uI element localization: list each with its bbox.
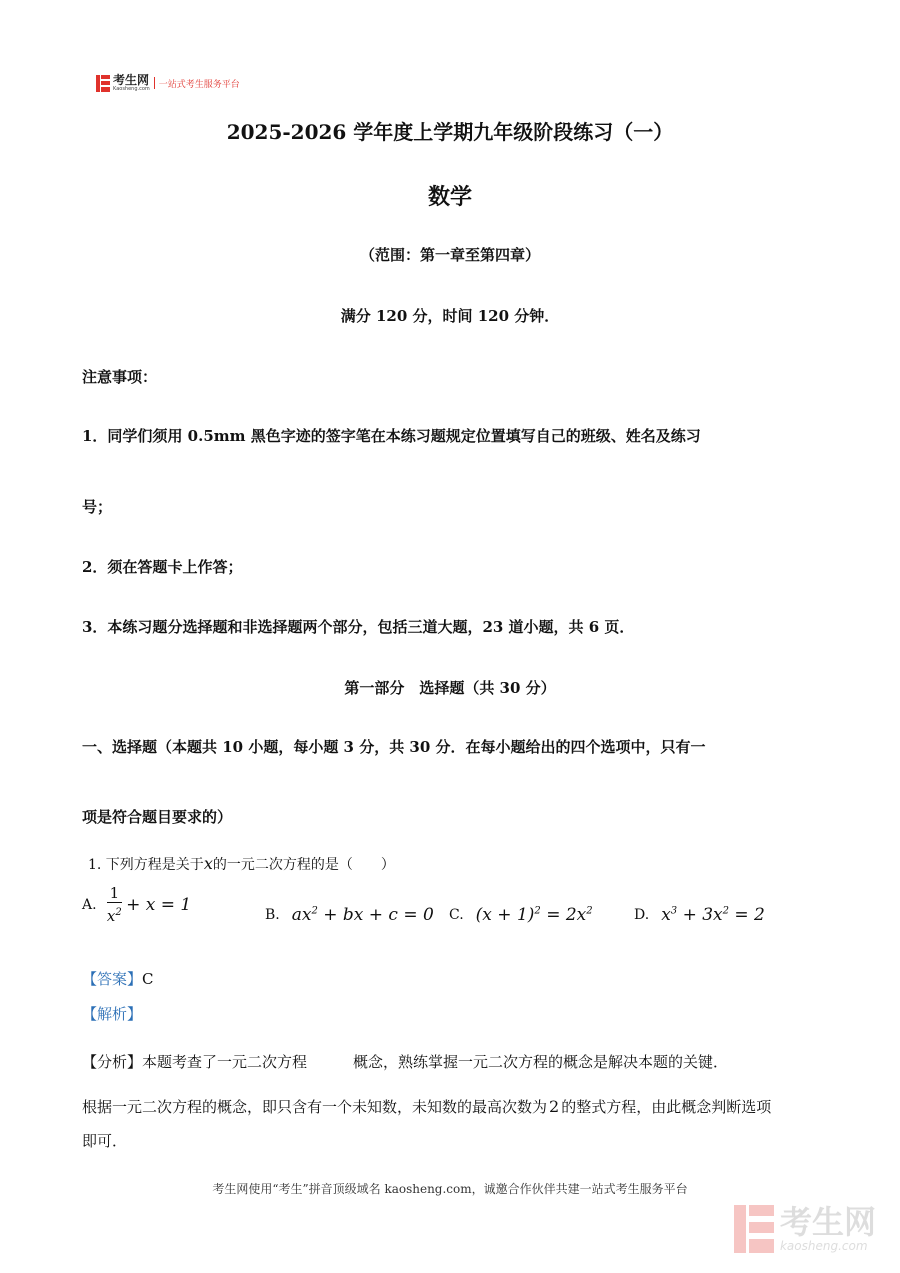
stem-suffix: 的一元二次方程的是（ ） — [212, 857, 395, 873]
explain-line-1: 根据一元二次方程的概念，即只含有一个未知数，未知数的最高次数为 2 的整式方程，由此概念判断选项 — [82, 1097, 772, 1116]
option-d-expr: $x^3 + 3x^2 = 2$ — [661, 905, 765, 925]
logo-domain: Kaosheng.com — [113, 86, 150, 92]
answer-value: C — [142, 970, 154, 988]
option-d-label: D. — [634, 907, 650, 923]
notes-item-2: 2．须在答题卡上作答； — [82, 558, 243, 576]
stem-var: x — [203, 854, 213, 873]
option-a[interactable] — [82, 884, 191, 926]
fenxi-line — [82, 1051, 728, 1072]
fenxi-tag: 【分析】 — [82, 1053, 143, 1071]
logo-slogan: 一站式考生服务平台 — [158, 79, 240, 90]
exam-title: 2025-2026 学年度上学期九年级阶段练习（一） — [226, 120, 674, 144]
exam-score-time: 满分 120 分，时间 120 分钟． — [340, 307, 560, 325]
option-b[interactable] — [265, 905, 434, 925]
exam-range: （范围：第一章至第四章） — [359, 246, 540, 264]
footer-text: 考生网使用“考生”拼音顶级域名 kaosheng.com，诚邀合作伙伴共建一站式考生服务平台 — [212, 1182, 688, 1196]
explain-number: 2 — [549, 1097, 560, 1116]
fenxi-text-2: 概念，熟练掌握一元二次方程的概念是解决本题的关键． — [353, 1053, 729, 1071]
section-heading: 一、选择题（本题共 10 小题，每小题 3 分，共 30 分．在每小题给出的四个选项中，只有一 — [82, 738, 706, 756]
explain-line-2: 即可． — [82, 1132, 128, 1150]
watermark-domain: kaosheng.com — [779, 1239, 868, 1253]
logo-name: 考生网 — [113, 73, 150, 87]
option-c-expr: $(x + 1)^2 = 2x^2$ — [475, 905, 593, 925]
question-1-stem — [88, 854, 395, 874]
logo-icon — [96, 75, 110, 92]
notes-item-1: 1．同学们须用 0.5mm 黑色字迹的签字笔在本练习题规定位置填写自己的班级、姓名及练习 — [82, 427, 701, 445]
logo-divider — [154, 77, 155, 89]
header-logo — [96, 73, 240, 93]
section-heading-cont: 项是符合题目要求的） — [82, 808, 233, 826]
analysis-tag: 【解析】 — [82, 1005, 143, 1023]
option-c-label: C. — [449, 907, 464, 923]
notes-item-1-cont: 号； — [82, 498, 113, 516]
watermark-logo — [734, 1205, 876, 1253]
answer-tag: 【答案】 — [82, 970, 143, 988]
option-c[interactable] — [449, 905, 593, 925]
option-b-label: B. — [265, 907, 280, 923]
stem-prefix: 1. 下列方程是关于 — [88, 857, 204, 873]
exam-subject: 数学 — [427, 184, 472, 210]
option-a-fraction: $\frac{1}{x^2}$ — [106, 884, 122, 925]
answer-line — [82, 968, 154, 989]
option-a-label: A. — [82, 897, 97, 913]
notes-heading: 注意事项： — [82, 368, 158, 386]
option-a-expr: $\frac{1}{x^2}$ + x = 1 — [106, 884, 192, 925]
option-d[interactable] — [634, 905, 765, 925]
part1-title: 第一部分 选择题（共 30 分） — [344, 679, 556, 697]
option-b-expr: $ax^2$ + bx + c = 0 — [291, 905, 434, 925]
fenxi-text-1: 本题考查了一元二次方程 — [142, 1053, 308, 1071]
notes-item-3: 3．本练习题分选择题和非选择题两个部分，包括三道大题，23 道小题，共 6 页． — [82, 618, 635, 636]
watermark-name: 考生网 — [779, 1203, 876, 1241]
watermark-icon — [734, 1205, 774, 1253]
